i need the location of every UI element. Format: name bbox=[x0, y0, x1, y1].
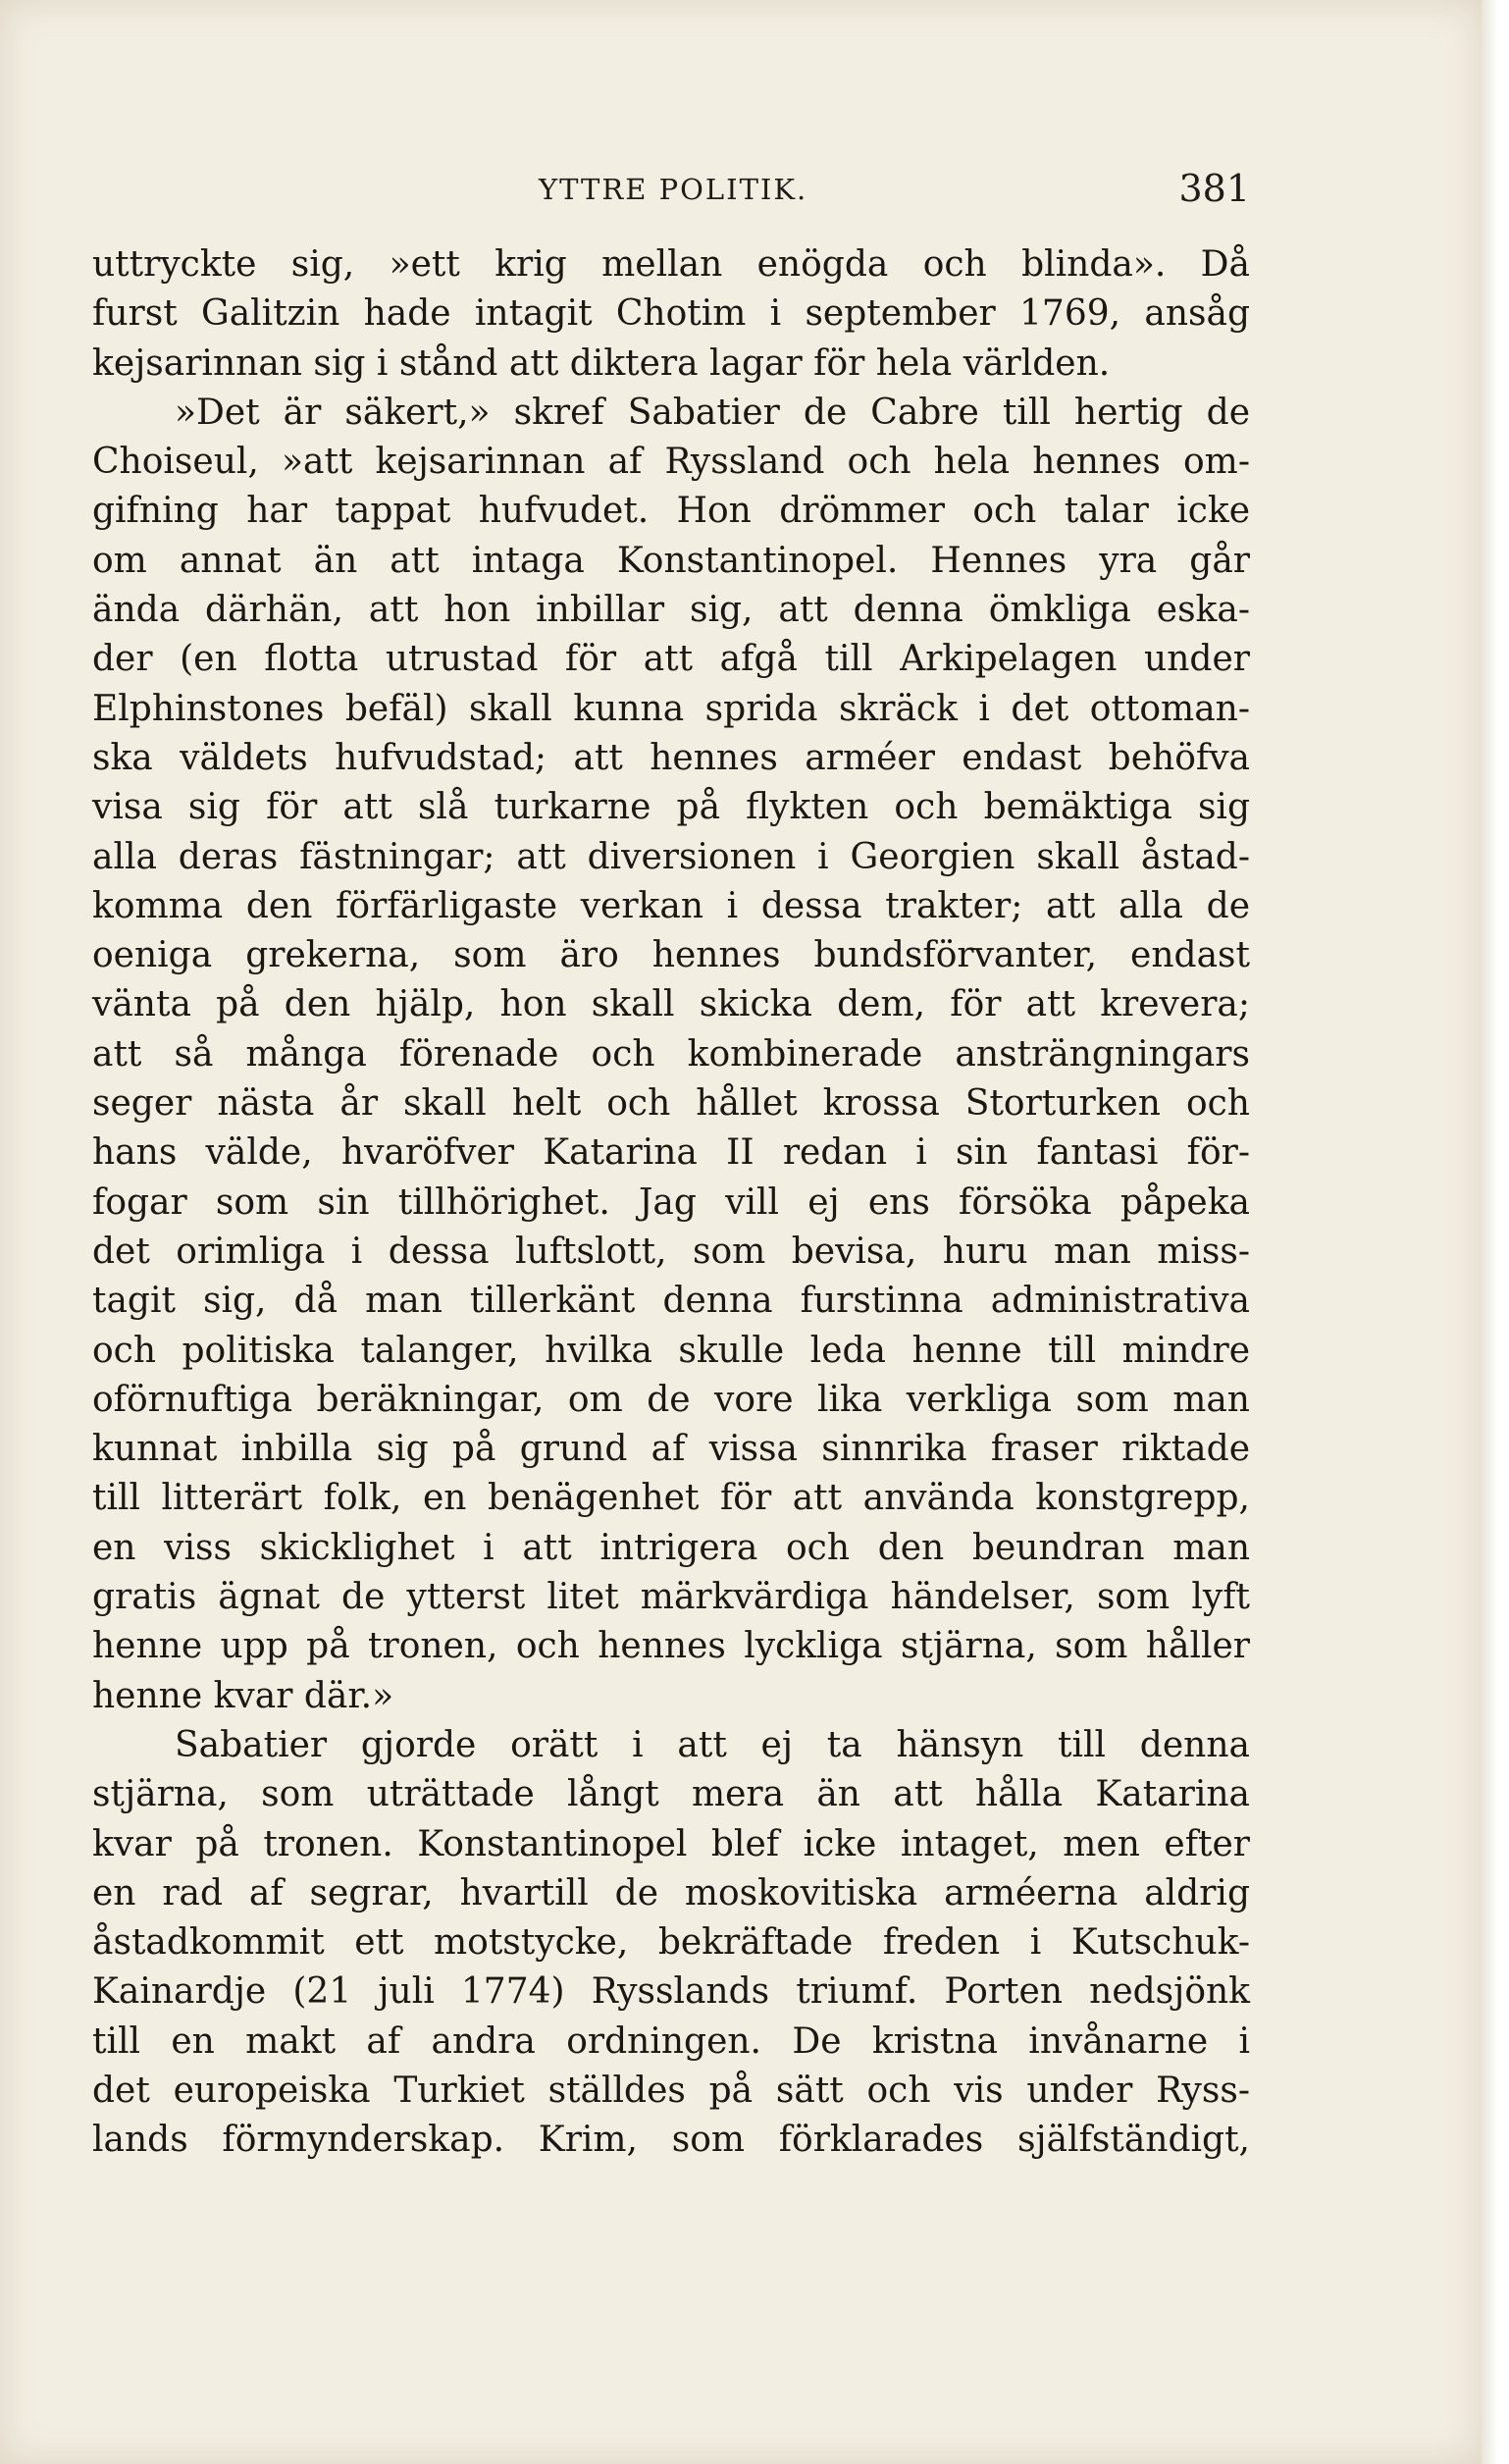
text-line: furst Galitzin hade intagit Chotim i september 1769, ansåg bbox=[92, 293, 1250, 335]
body-text bbox=[92, 240, 1250, 2166]
text-line: kejsarinnan sig i stånd att diktera lagar för hela världen. bbox=[92, 342, 1111, 384]
text-line: Elphinstones befäl) skall kunna sprida skräck i det ottoman- bbox=[92, 688, 1250, 729]
text-line: visa sig för att slå turkarne på flykten och bemäktiga sig bbox=[92, 787, 1250, 828]
text-line: gifning har tappat hufvudet. Hon drömmer och talar icke bbox=[92, 491, 1250, 532]
text-line: oeniga grekerna, som äro hennes bundsförvanter, endast bbox=[92, 935, 1250, 976]
text-line: Kainardje (21 juli 1774) Rysslands triumf. Porten nedsjönk bbox=[92, 1971, 1250, 2013]
text-line: stjärna, som uträttade långt mera än att hålla Katarina bbox=[92, 1774, 1250, 1815]
text-line: alla deras fästningar; att diversionen i Georgien skall åstad- bbox=[92, 836, 1250, 877]
text-line: att så många förenade och kombinerade ansträngningars bbox=[92, 1033, 1250, 1075]
running-title: YTTRE POLITIK. bbox=[539, 173, 808, 206]
text-line: till en makt af andra ordningen. De kristna invånarne i bbox=[92, 2020, 1250, 2062]
text-line: seger nästa år skall helt och hållet krossa Storturken och bbox=[92, 1083, 1250, 1125]
page-number: 381 bbox=[1178, 167, 1250, 210]
text-line: vänta på den hjälp, hon skall skicka dem, för att krevera; bbox=[92, 984, 1250, 1025]
text-line: ända därhän, att hon inbillar sig, att denna ömkliga eska- bbox=[92, 590, 1250, 631]
text-line: det europeiska Turkiet ställdes på sätt och vis under Ryss- bbox=[92, 2070, 1250, 2111]
text-line: »Det är säkert,» skref Sabatier de Cabre till hertig de bbox=[175, 392, 1250, 433]
text-line: det orimliga i dessa luftslott, som bevisa, huru man miss- bbox=[92, 1231, 1250, 1272]
text-line: en viss skicklighet i att intrigera och den beundran man bbox=[92, 1527, 1250, 1568]
text-line: uttryckte sig, »ett krig mellan enögda och blinda». Då bbox=[92, 244, 1250, 285]
text-line: till litterärt folk, en benägenhet för att använda konstgrepp, bbox=[92, 1478, 1250, 1519]
text-line: åstadkommit ett motstycke, bekräftade freden i Kutschuk- bbox=[92, 1922, 1250, 1964]
text-line: hans välde, hvaröfver Katarina II redan i sin fantasi för- bbox=[92, 1132, 1250, 1174]
text-line: der (en flotta utrustad för att afgå till Arkipelagen under bbox=[92, 639, 1250, 680]
text-line: en rad af segrar, hvartill de moskovitiska arméerna aldrig bbox=[92, 1872, 1250, 1914]
text-line: henne kvar där.» bbox=[92, 1675, 394, 1716]
text-line: om annat än att intaga Konstantinopel. Hennes yra går bbox=[92, 540, 1250, 581]
text-line: gratis ägnat de ytterst litet märkvärdiga händelser, som lyft bbox=[92, 1577, 1250, 1618]
page-edge bbox=[1482, 0, 1509, 2464]
text-line: tagit sig, då man tillerkänt denna furstinna administrativa bbox=[92, 1281, 1250, 1322]
text-line: henne upp på tronen, och hennes lyckliga stjärna, som håller bbox=[92, 1626, 1250, 1667]
text-line: Choiseul, »att kejsarinnan af Ryssland och hela hennes om- bbox=[92, 442, 1250, 483]
text-line: ska väldets hufvudstad; att hennes arméer endast behöfva bbox=[92, 737, 1250, 778]
text-line: kvar på tronen. Konstantinopel blef icke intaget, men efter bbox=[92, 1823, 1250, 1864]
text-line: och politiska talanger, hvilka skulle leda henne till mindre bbox=[92, 1330, 1250, 1371]
text-line: Sabatier gjorde orätt i att ej ta hänsyn till denna bbox=[175, 1724, 1250, 1765]
text-line: komma den förfärligaste verkan i dessa trakter; att alla de bbox=[92, 885, 1250, 926]
text-line: oförnuftiga beräkningar, om de vore lika verkliga som man bbox=[92, 1379, 1250, 1420]
text-line: lands förmynderskap. Krim, som förklarades själfständigt, bbox=[92, 2120, 1250, 2161]
text-line: fogar som sin tillhörighet. Jag vill ej ens försöka påpeka bbox=[92, 1181, 1250, 1223]
text-line: kunnat inbilla sig på grund af vissa sinnrika fraser riktade bbox=[92, 1429, 1250, 1470]
